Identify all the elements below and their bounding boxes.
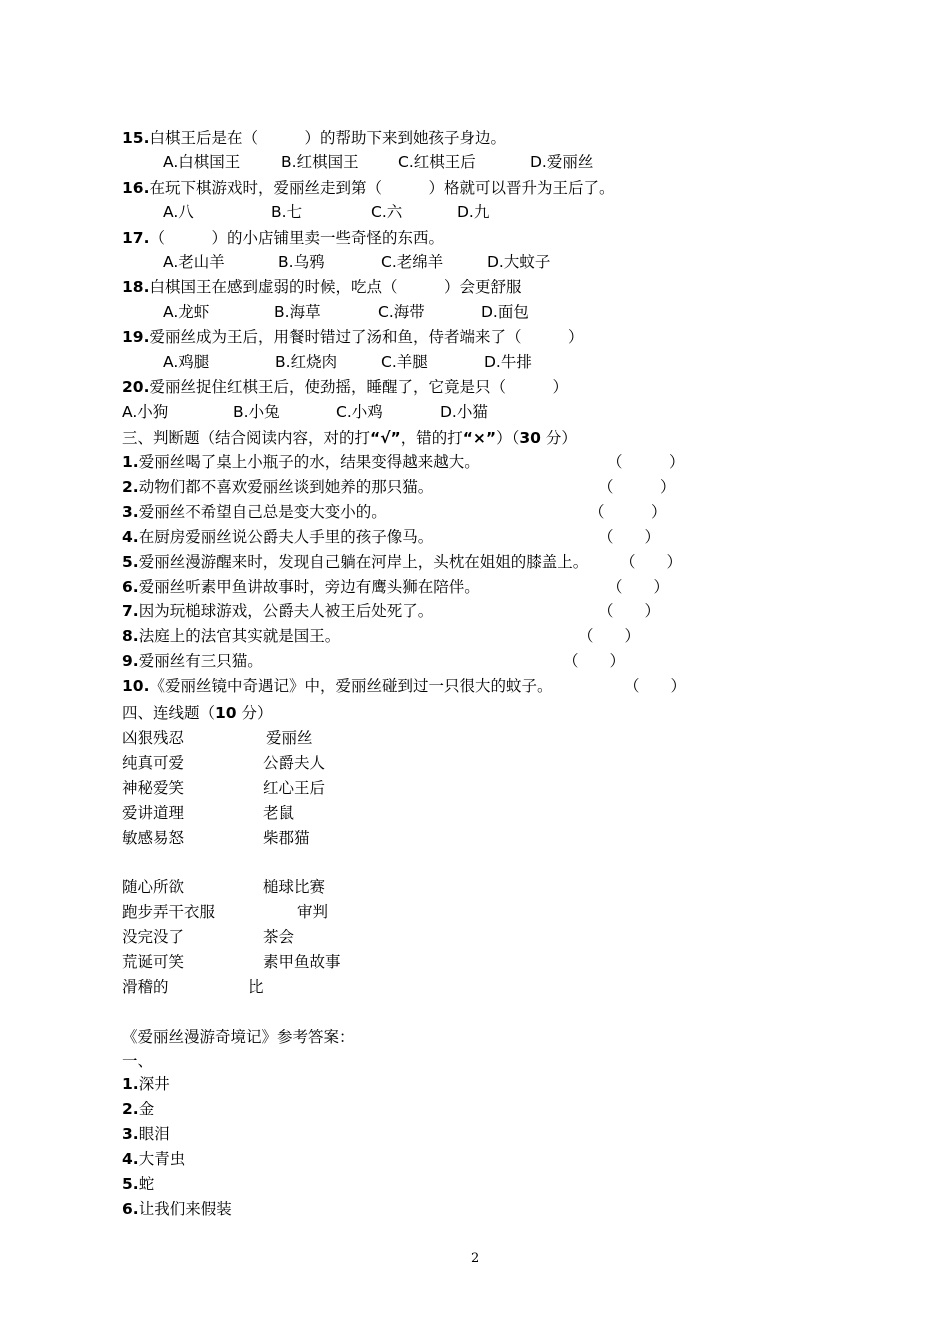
answer-blank: （ ） <box>563 652 626 670</box>
answer-blank: （ ） <box>598 602 661 620</box>
option: B.乌鸦 <box>278 253 325 271</box>
question-16: 16.在玩下棋游戏时，爱丽丝走到第（ ）格就可以晋升为王后了。 <box>122 179 615 197</box>
match-right: 红心王后 <box>263 779 326 797</box>
question-19: 19.爱丽丝成为王后，用餐时错过了汤和鱼，侍者端来了（ ） <box>122 328 584 346</box>
option: B.小兔 <box>233 403 280 421</box>
option: D.牛排 <box>484 353 532 371</box>
option: D.爱丽丝 <box>530 153 594 171</box>
answer-blank: （ ） <box>620 553 683 571</box>
option: C.小鸡 <box>336 403 383 421</box>
tf-item-1: 1.爱丽丝喝了桌上小瓶子的水，结果变得越来越大。 <box>122 453 480 471</box>
match-left: 敏感易怒 <box>122 829 185 847</box>
match-right: 公爵夫人 <box>263 754 326 772</box>
match-left: 神秘爱笑 <box>122 779 185 797</box>
answer-item: 6.让我们来假装 <box>122 1200 232 1218</box>
option: A.老山羊 <box>163 253 225 271</box>
answer-blank: （ ） <box>607 453 685 471</box>
question-15: 15.白棋王后是在（ ）的帮助下来到她孩子身边。 <box>122 129 506 147</box>
match-left: 纯真可爱 <box>122 754 185 772</box>
option: D.大蚊子 <box>487 253 551 271</box>
tf-item-2: 2.动物们都不喜欢爱丽丝谈到她养的那只猫。 <box>122 478 434 496</box>
option: A.鸡腿 <box>163 353 210 371</box>
answer-blank: （ ） <box>598 478 676 496</box>
match-right: 老鼠 <box>263 804 295 822</box>
match-right: 柴郡猫 <box>263 829 310 847</box>
tf-item-6: 6.爱丽丝听素甲鱼讲故事时，旁边有鹰头狮在陪伴。 <box>122 578 480 596</box>
option: C.老绵羊 <box>381 253 444 271</box>
match-right: 素甲鱼故事 <box>263 953 341 971</box>
answer-item: 5.蛇 <box>122 1175 155 1193</box>
option: B.七 <box>271 203 303 221</box>
option: C.六 <box>371 203 403 221</box>
option: A.白棋国王 <box>163 153 241 171</box>
tf-item-3: 3.爱丽丝不希望自己总是变大变小的。 <box>122 503 387 521</box>
tf-item-4: 4.在厨房爱丽丝说公爵夫人手里的孩子像马。 <box>122 528 434 546</box>
section-true-false-heading: 三、判断题（结合阅读内容，对的打“√”，错的打“×”）（30 分） <box>122 429 577 447</box>
question-17: 17.（ ）的小店铺里卖一些奇怪的东西。 <box>122 229 444 247</box>
answer-blank: （ ） <box>578 627 641 645</box>
option: B.海草 <box>274 303 321 321</box>
option: D.面包 <box>481 303 529 321</box>
answer-item: 1.深井 <box>122 1075 170 1093</box>
answer-blank: （ ） <box>598 528 661 546</box>
option: C.红棋王后 <box>398 153 476 171</box>
tf-item-10: 10.《爱丽丝镜中奇遇记》中，爱丽丝碰到过一只很大的蚊子。 <box>122 677 553 695</box>
answer-blank: （ ） <box>589 503 667 521</box>
option: B.红棋国王 <box>281 153 359 171</box>
section-matching-heading: 四、连线题（10 分） <box>122 704 273 722</box>
match-right: 爱丽丝 <box>266 729 313 747</box>
tf-item-8: 8.法庭上的法官其实就是国王。 <box>122 627 341 645</box>
match-left: 没完没了 <box>122 928 185 946</box>
answer-item: 2.金 <box>122 1100 155 1118</box>
answer-blank: （ ） <box>624 677 687 695</box>
tf-item-9: 9.爱丽丝有三只猫。 <box>122 652 263 670</box>
match-right: 茶会 <box>263 928 295 946</box>
option: C.海带 <box>378 303 425 321</box>
match-left: 滑稽的 <box>122 978 169 996</box>
tf-item-7: 7.因为玩槌球游戏，公爵夫人被王后处死了。 <box>122 602 434 620</box>
answers-title: 《爱丽丝漫游奇境记》参考答案： <box>122 1028 355 1046</box>
option: D.九 <box>457 203 490 221</box>
option: A.八 <box>163 203 194 221</box>
option: C.羊腿 <box>381 353 428 371</box>
match-left: 爱讲道理 <box>122 804 185 822</box>
match-left: 跑步弄干衣服 <box>122 903 216 921</box>
match-left: 随心所欲 <box>122 878 185 896</box>
page-number: 2 <box>471 1251 480 1266</box>
match-left: 荒诞可笑 <box>122 953 185 971</box>
question-18: 18.白棋国王在感到虚弱的时候，吃点（ ）会更舒服 <box>122 278 522 296</box>
tf-item-5: 5.爱丽丝漫游醒来时，发现自己躺在河岸上，头枕在姐姐的膝盖上。 <box>122 553 589 571</box>
answer-item: 4.大青虫 <box>122 1150 186 1168</box>
answer-item: 3.眼泪 <box>122 1125 170 1143</box>
answers-section-label: 一、 <box>122 1052 154 1070</box>
match-right: 审判 <box>297 903 329 921</box>
question-20: 20.爱丽丝捉住红棋王后，使劲摇，睡醒了，它竟是只（ ） <box>122 378 568 396</box>
match-right: 比 <box>248 978 264 996</box>
match-left: 凶狠残忍 <box>122 729 185 747</box>
option: D.小猫 <box>440 403 488 421</box>
option: A.小狗 <box>122 403 169 421</box>
option: A.龙虾 <box>163 303 210 321</box>
option: B.红烧肉 <box>275 353 338 371</box>
match-right: 槌球比赛 <box>263 878 326 896</box>
answer-blank: （ ） <box>607 578 670 596</box>
